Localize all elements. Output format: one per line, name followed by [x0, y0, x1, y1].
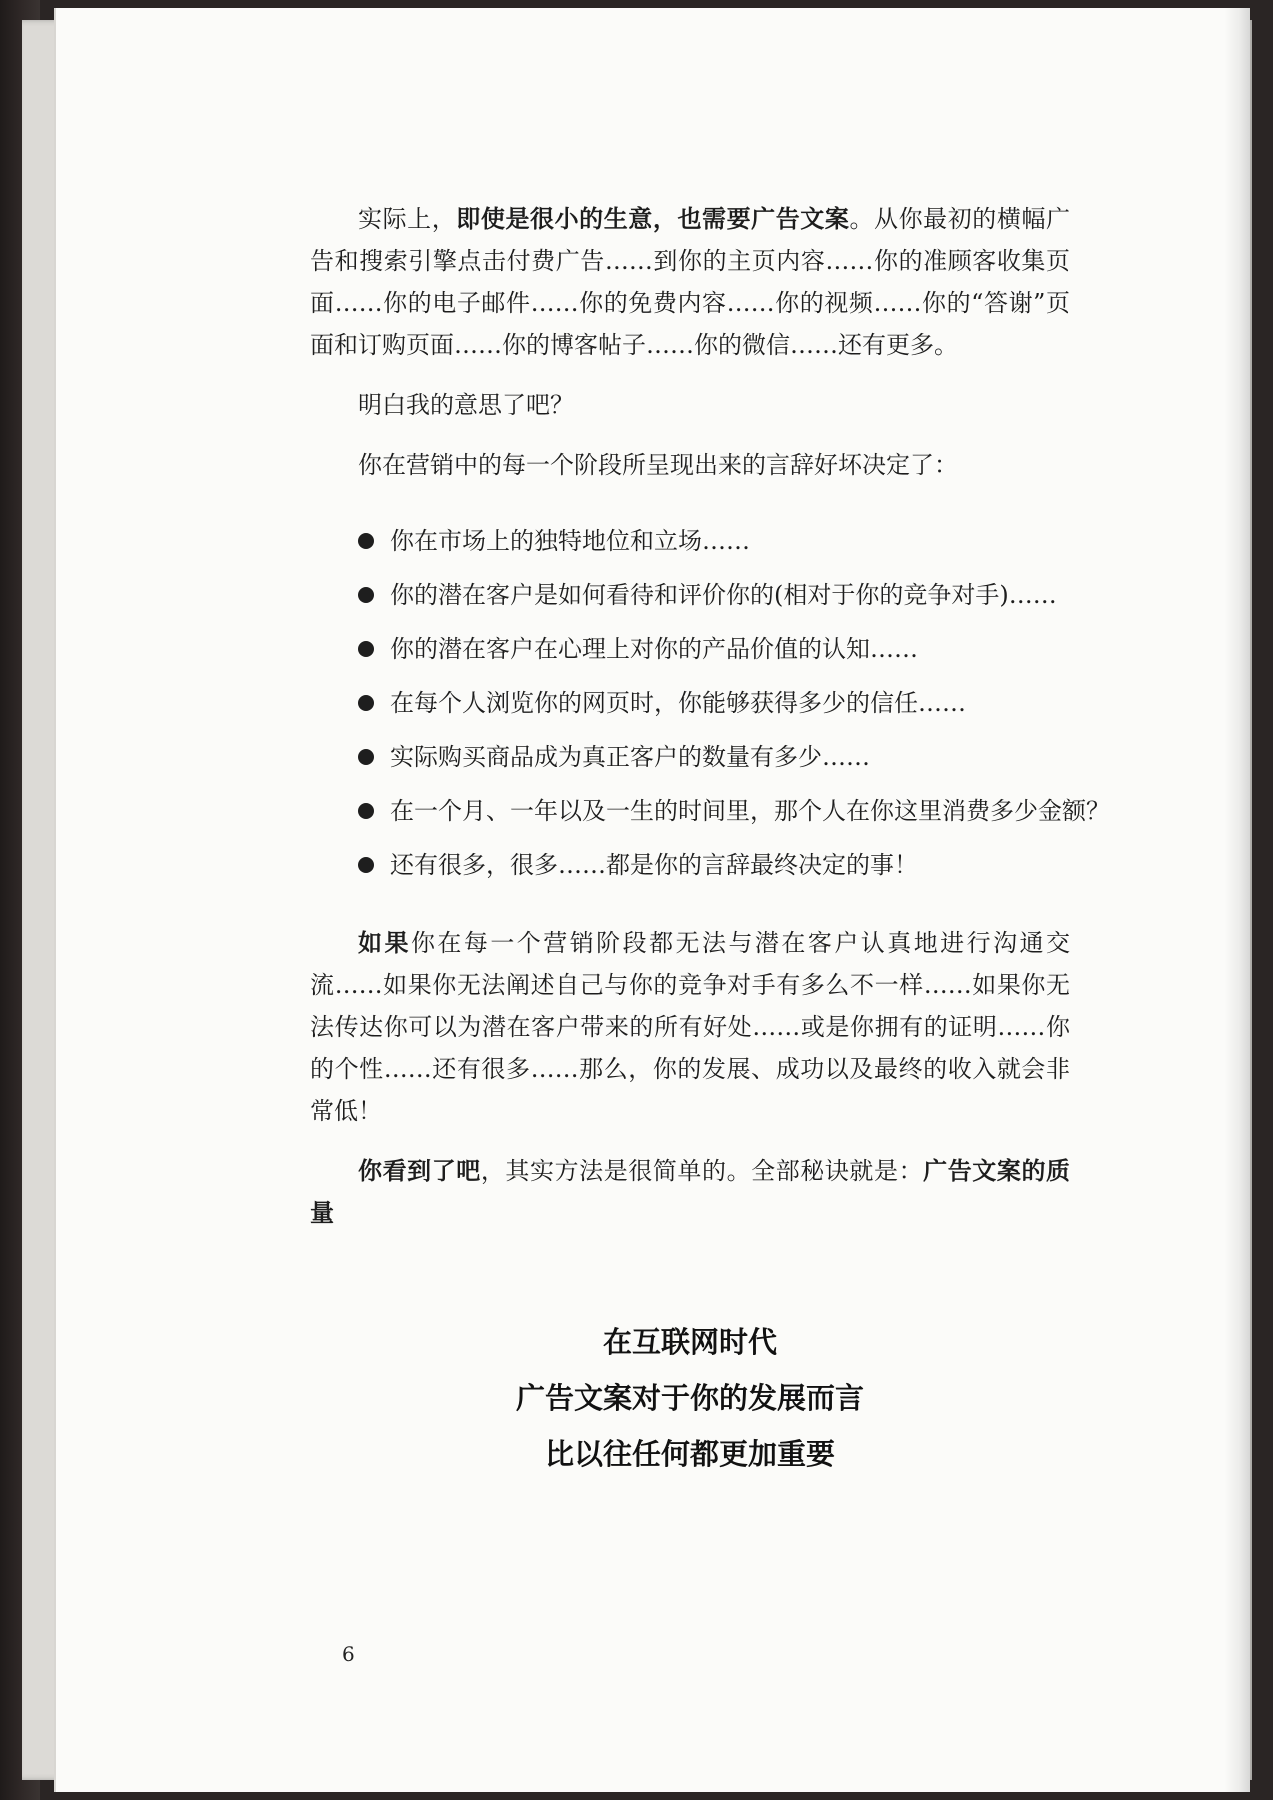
bullet-item	[358, 838, 1070, 892]
bullet-text: 实际购买商品成为真正客户的数量有多少……	[390, 743, 870, 771]
intro-rest: 。从你最初的横幅广告和搜索引擎点击付费广告……到你的主页内容……你的准顾客收集页面……你的电子邮件……你的免费内容……你的视频……你的“答谢”页面和订购页面……你的博客帖子……你的微信……还有更多。	[310, 205, 1071, 359]
bullet-item	[358, 622, 1070, 676]
bullet-dot-icon	[358, 749, 374, 765]
secret-middle: ，其实方法是很简单的。全部秘诀就是：	[480, 1157, 924, 1185]
bullet-text: 你的潜在客户是如何看待和评价你的(相对于你的竞争对手)……	[390, 581, 1057, 609]
if-rest: 你在每一个营销阶段都无法与潜在客户认真地进行沟通交流……如果你无法阐述自己与你的竞争对手有多么不一样……如果你无法传达你可以为潜在客户带来的所有好处……或是你拥有的证明……你的个性……还有很多……那么，你的发展、成功以及最终的收入就会非常低！	[310, 929, 1071, 1125]
emphasis-line: 广告文案对于你的发展而言	[515, 1381, 864, 1415]
bullet-dot-icon	[358, 641, 374, 657]
bullet-text: 在每个人浏览你的网页时，你能够获得多少的信任……	[390, 689, 966, 717]
page-number: 6	[342, 1642, 355, 1666]
bullet-text: 在一个月、一年以及一生的时间里，那个人在你这里消费多少金额？	[390, 797, 1110, 825]
if-bold: 如果	[358, 928, 411, 957]
bullet-text: 你在市场上的独特地位和立场……	[390, 527, 750, 555]
paragraph-if	[310, 922, 1070, 1132]
secret-bold-end: 广告文案的质量	[310, 1156, 1071, 1227]
bullet-item	[358, 784, 1110, 838]
bullet-text: 还有很多，很多……都是你的言辞最终决定的事！	[390, 851, 918, 879]
bullet-dot-icon	[358, 533, 374, 549]
emphasis-line: 比以往任何都更加重要	[544, 1437, 835, 1471]
bullet-item	[358, 514, 1070, 568]
bullet-item	[358, 730, 1070, 784]
bullet-dot-icon	[358, 695, 374, 711]
bullet-list	[310, 514, 1110, 892]
paragraph-secret	[310, 1150, 1070, 1234]
bullet-dot-icon	[358, 857, 374, 873]
intro-bold: 即使是很小的生意，也需要广告文案	[456, 204, 850, 233]
paragraph-question: 明白我的意思了吧？	[358, 391, 574, 419]
intro-lead: 实际上，	[358, 205, 457, 233]
paragraph-intro	[310, 198, 1070, 366]
bullet-text: 你的潜在客户在心理上对你的产品价值的认知……	[390, 635, 918, 663]
emphasis-block	[310, 1314, 1070, 1482]
secret-bold-lead: 你看到了吧	[358, 1156, 481, 1185]
bullet-item	[358, 568, 1070, 622]
bullet-dot-icon	[358, 803, 374, 819]
body-text	[310, 198, 1110, 1234]
emphasis-line: 在互联网时代	[602, 1325, 777, 1359]
bullet-item	[358, 676, 1070, 730]
bullet-dot-icon	[358, 587, 374, 603]
paragraph-lead-in: 你在营销中的每一个阶段所呈现出来的言辞好坏决定了：	[358, 451, 958, 479]
book-page	[54, 8, 1250, 1792]
